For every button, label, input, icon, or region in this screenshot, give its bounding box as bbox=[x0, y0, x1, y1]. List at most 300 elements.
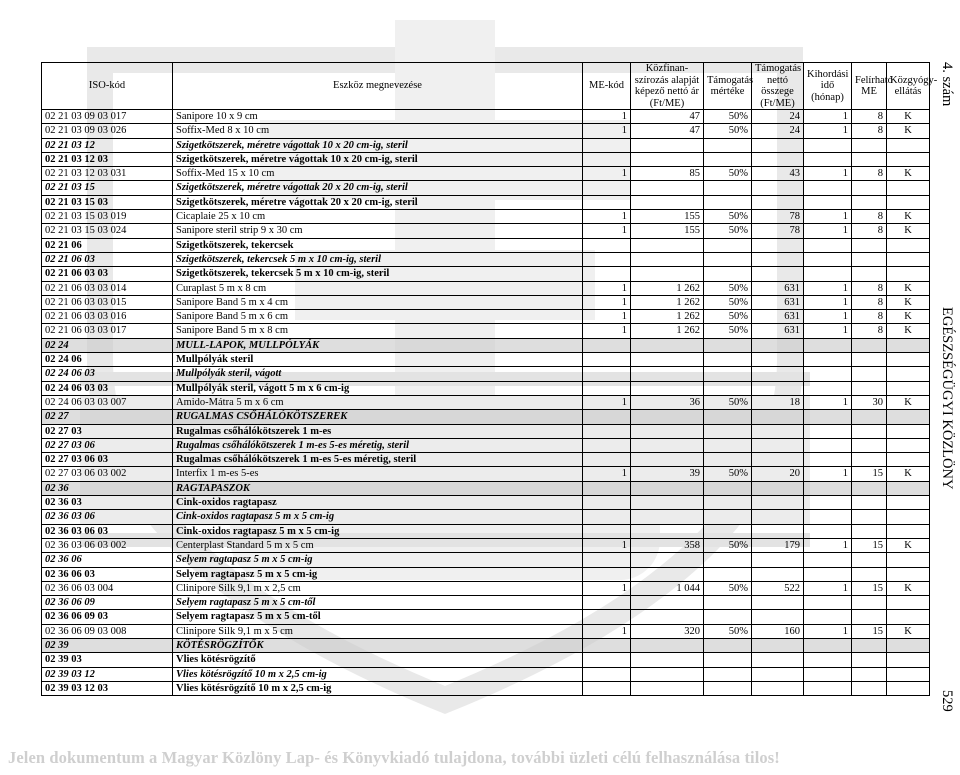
cell-osszeg bbox=[752, 338, 804, 352]
cell-kozgy: K bbox=[887, 295, 930, 309]
cell-iso: 02 21 06 03 03 015 bbox=[42, 295, 173, 309]
cell-osszeg bbox=[752, 667, 804, 681]
table-row bbox=[42, 424, 930, 438]
cell-kozgy bbox=[887, 238, 930, 252]
cell-kozgy bbox=[887, 567, 930, 581]
table-row bbox=[42, 610, 930, 624]
cell-desc: Szigetkötszerek, méretre vágottak 20 x 20 cm-ig, steril bbox=[173, 195, 583, 209]
table-row bbox=[42, 310, 930, 324]
cell-fel bbox=[852, 496, 887, 510]
cell-kozgy: K bbox=[887, 395, 930, 409]
cell-desc: Cicaplaie 25 x 10 cm bbox=[173, 210, 583, 224]
cell-ar bbox=[631, 596, 704, 610]
table-row bbox=[42, 267, 930, 281]
cell-kozgy bbox=[887, 438, 930, 452]
col-header-tam-osszeg: Támogatás nettó összege (Ft/ME) bbox=[752, 63, 804, 110]
cell-iso: 02 21 06 03 03 014 bbox=[42, 281, 173, 295]
cell-kih bbox=[804, 267, 852, 281]
cell-me bbox=[583, 596, 631, 610]
cell-desc: Curaplast 5 m x 8 cm bbox=[173, 281, 583, 295]
cell-ar bbox=[631, 381, 704, 395]
cell-osszeg bbox=[752, 181, 804, 195]
cell-mertek bbox=[704, 138, 752, 152]
cell-desc: Centerplast Standard 5 m x 5 cm bbox=[173, 538, 583, 552]
cell-fel bbox=[852, 367, 887, 381]
cell-fel bbox=[852, 510, 887, 524]
cell-me bbox=[583, 510, 631, 524]
cell-ar bbox=[631, 567, 704, 581]
cell-desc: MULL-LAPOK, MULLPÓLYÁK bbox=[173, 338, 583, 352]
cell-me bbox=[583, 381, 631, 395]
cell-kih bbox=[804, 152, 852, 166]
table-row bbox=[42, 224, 930, 238]
cell-mertek: 50% bbox=[704, 467, 752, 481]
cell-mertek bbox=[704, 238, 752, 252]
cell-iso: 02 21 03 09 03 026 bbox=[42, 124, 173, 138]
cell-iso: 02 24 06 03 03 007 bbox=[42, 395, 173, 409]
table-row bbox=[42, 210, 930, 224]
cell-iso: 02 27 bbox=[42, 410, 173, 424]
cell-kih bbox=[804, 424, 852, 438]
cell-kozgy bbox=[887, 667, 930, 681]
cell-me: 1 bbox=[583, 224, 631, 238]
cell-iso: 02 24 bbox=[42, 338, 173, 352]
cell-kozgy bbox=[887, 410, 930, 424]
cell-kih bbox=[804, 252, 852, 266]
cell-ar: 155 bbox=[631, 210, 704, 224]
cell-fel bbox=[852, 553, 887, 567]
cell-kozgy: K bbox=[887, 538, 930, 552]
cell-iso: 02 21 06 03 03 bbox=[42, 267, 173, 281]
table-row bbox=[42, 453, 930, 467]
cell-kih: 1 bbox=[804, 581, 852, 595]
cell-mertek bbox=[704, 353, 752, 367]
cell-osszeg: 24 bbox=[752, 110, 804, 124]
cell-desc: RUGALMAS CSŐHÁLÓKÖTSZEREK bbox=[173, 410, 583, 424]
cell-mertek: 50% bbox=[704, 124, 752, 138]
cell-osszeg bbox=[752, 252, 804, 266]
cell-ar: 47 bbox=[631, 124, 704, 138]
cell-iso: 02 21 06 03 bbox=[42, 252, 173, 266]
issue-number: 4. szám bbox=[939, 62, 955, 107]
cell-kozgy bbox=[887, 453, 930, 467]
cell-iso: 02 21 03 12 03 031 bbox=[42, 167, 173, 181]
cell-me bbox=[583, 524, 631, 538]
cell-kih bbox=[804, 381, 852, 395]
cell-kih bbox=[804, 496, 852, 510]
cell-osszeg bbox=[752, 553, 804, 567]
cell-kozgy: K bbox=[887, 324, 930, 338]
cell-kozgy bbox=[887, 481, 930, 495]
cell-kih bbox=[804, 610, 852, 624]
cell-desc: Cink-oxidos ragtapasz bbox=[173, 496, 583, 510]
cell-kozgy: K bbox=[887, 281, 930, 295]
cell-kih: 1 bbox=[804, 124, 852, 138]
cell-iso: 02 21 03 15 03 bbox=[42, 195, 173, 209]
cell-fel bbox=[852, 653, 887, 667]
cell-kih bbox=[804, 195, 852, 209]
cell-osszeg bbox=[752, 424, 804, 438]
cell-mertek bbox=[704, 496, 752, 510]
cell-kih: 1 bbox=[804, 167, 852, 181]
col-header-me-kod: ME-kód bbox=[583, 63, 631, 110]
cell-kozgy bbox=[887, 424, 930, 438]
cell-mertek: 50% bbox=[704, 210, 752, 224]
cell-kozgy bbox=[887, 638, 930, 652]
col-header-kozgyogy: Közgyógy-ellátás bbox=[887, 63, 930, 110]
cell-ar bbox=[631, 353, 704, 367]
col-header-eszkoz: Eszköz megnevezése bbox=[173, 63, 583, 110]
cell-mertek bbox=[704, 638, 752, 652]
col-header-tam-mertek: Támogatás mértéke bbox=[704, 63, 752, 110]
cell-iso: 02 21 06 03 03 016 bbox=[42, 310, 173, 324]
cell-me bbox=[583, 567, 631, 581]
cell-kih: 1 bbox=[804, 295, 852, 309]
cell-kih bbox=[804, 238, 852, 252]
table-row bbox=[42, 553, 930, 567]
cell-osszeg bbox=[752, 481, 804, 495]
cell-me bbox=[583, 496, 631, 510]
cell-desc: RAGTAPASZOK bbox=[173, 481, 583, 495]
cell-kozgy bbox=[887, 267, 930, 281]
table-row bbox=[42, 295, 930, 309]
cell-kozgy bbox=[887, 138, 930, 152]
cell-me: 1 bbox=[583, 167, 631, 181]
cell-kozgy bbox=[887, 195, 930, 209]
cell-iso: 02 36 06 bbox=[42, 553, 173, 567]
cell-kih: 1 bbox=[804, 624, 852, 638]
cell-ar bbox=[631, 181, 704, 195]
cell-ar bbox=[631, 667, 704, 681]
cell-fel bbox=[852, 267, 887, 281]
cell-desc: Vlies kötésrögzítő 10 m x 2,5 cm-ig bbox=[173, 667, 583, 681]
cell-fel: 8 bbox=[852, 224, 887, 238]
cell-desc: Sanipore 10 x 9 cm bbox=[173, 110, 583, 124]
table-row bbox=[42, 367, 930, 381]
cell-ar bbox=[631, 553, 704, 567]
cell-mertek bbox=[704, 252, 752, 266]
cell-iso: 02 36 03 06 03 bbox=[42, 524, 173, 538]
cell-desc: Mullpólyák steril, vágott 5 m x 6 cm-ig bbox=[173, 381, 583, 395]
cell-osszeg bbox=[752, 367, 804, 381]
cell-mertek bbox=[704, 424, 752, 438]
cell-desc: Rugalmas csőhálókötszerek 1 m-es bbox=[173, 424, 583, 438]
cell-desc: Rugalmas csőhálókötszerek 1 m-es 5-es méretig, steril bbox=[173, 453, 583, 467]
cell-kozgy bbox=[887, 681, 930, 695]
cell-me: 1 bbox=[583, 624, 631, 638]
cell-ar: 36 bbox=[631, 395, 704, 409]
cell-iso: 02 36 06 09 03 bbox=[42, 610, 173, 624]
cell-kih bbox=[804, 453, 852, 467]
cell-mertek: 50% bbox=[704, 295, 752, 309]
table-row bbox=[42, 581, 930, 595]
cell-osszeg bbox=[752, 152, 804, 166]
col-header-kozfin: Közfinan-szírozás alapját képező nettó ár (Ft/ME) bbox=[631, 63, 704, 110]
cell-fel bbox=[852, 152, 887, 166]
cell-osszeg bbox=[752, 496, 804, 510]
cell-kozgy: K bbox=[887, 624, 930, 638]
cell-kih: 1 bbox=[804, 210, 852, 224]
table-row bbox=[42, 524, 930, 538]
cell-kozgy: K bbox=[887, 224, 930, 238]
cell-kozgy: K bbox=[887, 467, 930, 481]
table-row bbox=[42, 252, 930, 266]
price-table-container bbox=[41, 62, 938, 696]
cell-me bbox=[583, 424, 631, 438]
cell-ar: 85 bbox=[631, 167, 704, 181]
cell-kozgy bbox=[887, 152, 930, 166]
table-row bbox=[42, 667, 930, 681]
cell-ar bbox=[631, 638, 704, 652]
cell-desc: Vlies kötésrögzítő 10 m x 2,5 cm-ig bbox=[173, 681, 583, 695]
cell-kih bbox=[804, 681, 852, 695]
table-row bbox=[42, 353, 930, 367]
cell-kih bbox=[804, 638, 852, 652]
cell-desc: Amido-Mátra 5 m x 6 cm bbox=[173, 395, 583, 409]
cell-me: 1 bbox=[583, 210, 631, 224]
cell-ar bbox=[631, 524, 704, 538]
cell-kozgy: K bbox=[887, 581, 930, 595]
cell-mertek: 50% bbox=[704, 310, 752, 324]
cell-mertek bbox=[704, 381, 752, 395]
table-row bbox=[42, 481, 930, 495]
cell-iso: 02 24 06 03 bbox=[42, 367, 173, 381]
cell-ar: 47 bbox=[631, 110, 704, 124]
cell-ar bbox=[631, 338, 704, 352]
cell-kozgy bbox=[887, 381, 930, 395]
cell-desc: Mullpólyák steril bbox=[173, 353, 583, 367]
cell-mertek: 50% bbox=[704, 538, 752, 552]
table-row bbox=[42, 381, 930, 395]
cell-kih bbox=[804, 524, 852, 538]
cell-ar: 1 262 bbox=[631, 281, 704, 295]
cell-mertek bbox=[704, 410, 752, 424]
cell-ar: 358 bbox=[631, 538, 704, 552]
cell-kozgy bbox=[887, 553, 930, 567]
cell-mertek: 50% bbox=[704, 395, 752, 409]
cell-ar bbox=[631, 238, 704, 252]
cell-me bbox=[583, 367, 631, 381]
cell-fel: 8 bbox=[852, 124, 887, 138]
cell-me bbox=[583, 338, 631, 352]
cell-kih: 1 bbox=[804, 310, 852, 324]
cell-mertek: 50% bbox=[704, 167, 752, 181]
cell-me bbox=[583, 267, 631, 281]
cell-desc: Selyem ragtapasz 5 m x 5 cm-től bbox=[173, 596, 583, 610]
cell-ar: 320 bbox=[631, 624, 704, 638]
cell-desc: Selyem ragtapasz 5 m x 5 cm-ig bbox=[173, 567, 583, 581]
cell-me bbox=[583, 481, 631, 495]
cell-fel bbox=[852, 596, 887, 610]
cell-me bbox=[583, 453, 631, 467]
cell-ar bbox=[631, 681, 704, 695]
cell-fel: 15 bbox=[852, 624, 887, 638]
col-header-iso: ISO-kód bbox=[42, 63, 173, 110]
cell-fel: 8 bbox=[852, 167, 887, 181]
cell-osszeg bbox=[752, 410, 804, 424]
table-row bbox=[42, 238, 930, 252]
cell-osszeg bbox=[752, 453, 804, 467]
cell-fel bbox=[852, 638, 887, 652]
cell-me: 1 bbox=[583, 538, 631, 552]
cell-me: 1 bbox=[583, 581, 631, 595]
cell-kozgy: K bbox=[887, 210, 930, 224]
table-row bbox=[42, 195, 930, 209]
cell-osszeg: 24 bbox=[752, 124, 804, 138]
cell-kozgy: K bbox=[887, 124, 930, 138]
cell-me: 1 bbox=[583, 295, 631, 309]
cell-fel bbox=[852, 438, 887, 452]
cell-mertek bbox=[704, 681, 752, 695]
cell-fel bbox=[852, 681, 887, 695]
cell-mertek bbox=[704, 567, 752, 581]
cell-fel: 8 bbox=[852, 210, 887, 224]
cell-kih bbox=[804, 510, 852, 524]
cell-osszeg bbox=[752, 610, 804, 624]
table-header-row bbox=[42, 63, 930, 110]
table-row bbox=[42, 181, 930, 195]
cell-me bbox=[583, 138, 631, 152]
cell-me bbox=[583, 610, 631, 624]
cell-kozgy bbox=[887, 367, 930, 381]
table-row bbox=[42, 624, 930, 638]
cell-osszeg: 160 bbox=[752, 624, 804, 638]
cell-kozgy bbox=[887, 181, 930, 195]
cell-fel bbox=[852, 667, 887, 681]
cell-ar: 155 bbox=[631, 224, 704, 238]
cell-fel bbox=[852, 381, 887, 395]
cell-iso: 02 21 03 15 03 024 bbox=[42, 224, 173, 238]
cell-desc: Cink-oxidos ragtapasz 5 m x 5 cm-ig bbox=[173, 524, 583, 538]
cell-osszeg: 522 bbox=[752, 581, 804, 595]
cell-osszeg bbox=[752, 653, 804, 667]
table-row bbox=[42, 510, 930, 524]
cell-me: 1 bbox=[583, 110, 631, 124]
cell-osszeg: 43 bbox=[752, 167, 804, 181]
cell-osszeg bbox=[752, 681, 804, 695]
cell-kih: 1 bbox=[804, 110, 852, 124]
cell-me: 1 bbox=[583, 324, 631, 338]
cell-fel: 8 bbox=[852, 310, 887, 324]
cell-desc: Szigetkötszerek, méretre vágottak 10 x 20 cm-ig, steril bbox=[173, 138, 583, 152]
cell-kih: 1 bbox=[804, 467, 852, 481]
cell-fel bbox=[852, 338, 887, 352]
table-row bbox=[42, 681, 930, 695]
cell-desc: Szigetkötszerek, tekercsek bbox=[173, 238, 583, 252]
cell-kozgy bbox=[887, 338, 930, 352]
cell-kih bbox=[804, 567, 852, 581]
cell-desc: Mullpólyák steril, vágott bbox=[173, 367, 583, 381]
cell-iso: 02 21 03 12 bbox=[42, 138, 173, 152]
cell-me: 1 bbox=[583, 124, 631, 138]
cell-ar bbox=[631, 195, 704, 209]
cell-kih bbox=[804, 653, 852, 667]
cell-mertek bbox=[704, 453, 752, 467]
table-row bbox=[42, 467, 930, 481]
cell-fel bbox=[852, 181, 887, 195]
cell-iso: 02 36 06 03 004 bbox=[42, 581, 173, 595]
cell-kozgy bbox=[887, 653, 930, 667]
cell-iso: 02 36 03 06 03 002 bbox=[42, 538, 173, 552]
cell-kih bbox=[804, 367, 852, 381]
table-body bbox=[42, 110, 930, 696]
cell-mertek bbox=[704, 195, 752, 209]
cell-desc: Clinipore Silk 9,1 m x 2,5 cm bbox=[173, 581, 583, 595]
cell-kozgy: K bbox=[887, 167, 930, 181]
cell-osszeg bbox=[752, 567, 804, 581]
cell-fel bbox=[852, 410, 887, 424]
cell-me: 1 bbox=[583, 467, 631, 481]
cell-ar bbox=[631, 610, 704, 624]
cell-ar bbox=[631, 267, 704, 281]
cell-iso: 02 27 03 06 bbox=[42, 438, 173, 452]
cell-me bbox=[583, 438, 631, 452]
cell-fel: 15 bbox=[852, 467, 887, 481]
cell-desc: Szigetkötszerek, tekercsek 5 m x 10 cm-ig, steril bbox=[173, 252, 583, 266]
cell-osszeg: 631 bbox=[752, 295, 804, 309]
cell-iso: 02 39 bbox=[42, 638, 173, 652]
cell-mertek bbox=[704, 553, 752, 567]
cell-iso: 02 24 06 bbox=[42, 353, 173, 367]
cell-mertek: 50% bbox=[704, 110, 752, 124]
cell-kozgy: K bbox=[887, 110, 930, 124]
cell-iso: 02 27 03 06 03 002 bbox=[42, 467, 173, 481]
cell-me bbox=[583, 553, 631, 567]
cell-iso: 02 36 06 09 bbox=[42, 596, 173, 610]
cell-desc: KÖTÉSRÖGZÍTŐK bbox=[173, 638, 583, 652]
cell-kih: 1 bbox=[804, 395, 852, 409]
cell-kozgy: K bbox=[887, 310, 930, 324]
cell-kozgy bbox=[887, 596, 930, 610]
cell-osszeg bbox=[752, 138, 804, 152]
cell-desc: Soffix-Med 15 x 10 cm bbox=[173, 167, 583, 181]
cell-iso: 02 27 03 06 03 bbox=[42, 453, 173, 467]
cell-desc: Rugalmas csőhálókötszerek 1 m-es 5-es méretig, steril bbox=[173, 438, 583, 452]
cell-kih: 1 bbox=[804, 224, 852, 238]
cell-kih bbox=[804, 553, 852, 567]
cell-ar bbox=[631, 453, 704, 467]
cell-ar bbox=[631, 152, 704, 166]
cell-iso: 02 27 03 bbox=[42, 424, 173, 438]
journal-title: EGÉSZSÉGÜGYI KÖZLÖNY bbox=[939, 307, 955, 490]
cell-desc: Cink-oxidos ragtapasz 5 m x 5 cm-ig bbox=[173, 510, 583, 524]
cell-me bbox=[583, 667, 631, 681]
cell-osszeg bbox=[752, 195, 804, 209]
cell-mertek bbox=[704, 338, 752, 352]
cell-ar bbox=[631, 252, 704, 266]
cell-desc: Vlies kötésrögzítő bbox=[173, 653, 583, 667]
cell-osszeg bbox=[752, 267, 804, 281]
cell-me bbox=[583, 238, 631, 252]
cell-kih bbox=[804, 438, 852, 452]
cell-me bbox=[583, 638, 631, 652]
cell-fel: 8 bbox=[852, 295, 887, 309]
cell-fel: 8 bbox=[852, 324, 887, 338]
cell-me bbox=[583, 152, 631, 166]
table-row bbox=[42, 653, 930, 667]
cell-osszeg bbox=[752, 524, 804, 538]
cell-osszeg: 78 bbox=[752, 224, 804, 238]
cell-mertek bbox=[704, 267, 752, 281]
cell-iso: 02 21 03 15 03 019 bbox=[42, 210, 173, 224]
cell-desc: Clinipore Silk 9,1 m x 5 cm bbox=[173, 624, 583, 638]
table-row bbox=[42, 567, 930, 581]
cell-me bbox=[583, 353, 631, 367]
cell-ar bbox=[631, 496, 704, 510]
table-row bbox=[42, 110, 930, 124]
cell-osszeg: 179 bbox=[752, 538, 804, 552]
cell-mertek bbox=[704, 367, 752, 381]
